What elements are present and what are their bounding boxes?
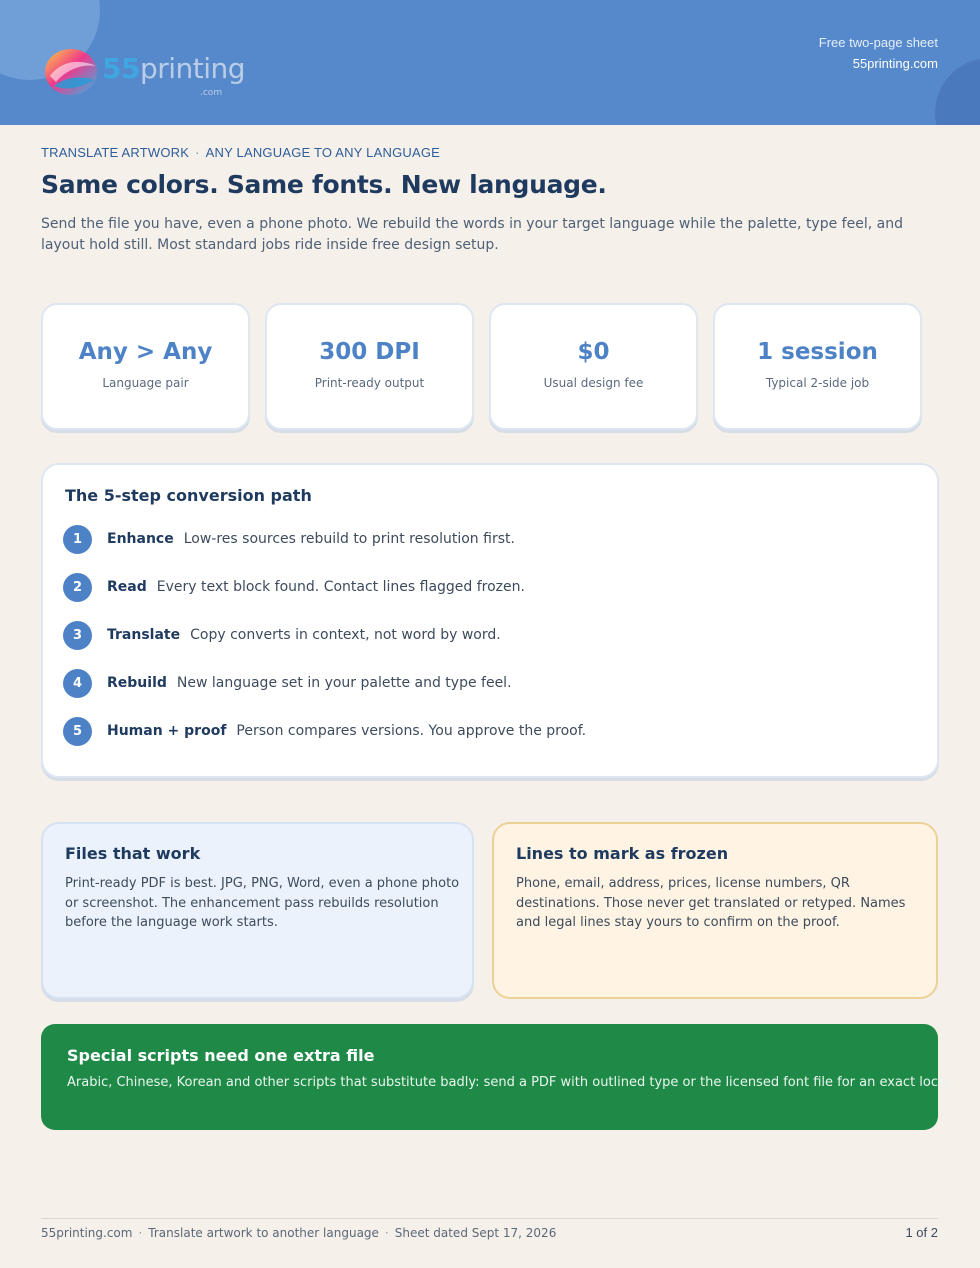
stat-caption: Language pair	[102, 376, 189, 390]
brand-logo[interactable]	[44, 44, 244, 104]
header-decor-circle	[935, 58, 980, 125]
page-number: 1 of 2	[905, 1225, 938, 1240]
step-item	[63, 669, 903, 699]
eyebrow-right: ANY LANGUAGE TO ANY LANGUAGE	[205, 145, 441, 160]
files-card-heading: Files that work	[65, 844, 201, 863]
stats-row	[41, 303, 923, 431]
intro-paragraph: Send the file you have, even a phone photo. We rebuild the words in your target language while the palette, type feel, and layout hold still. Most standard jobs ride inside free design setup.	[41, 216, 903, 253]
page-title: Same colors. Same fonts. New language.	[41, 170, 607, 199]
footer-topic: Translate artwork to another language	[148, 1226, 379, 1240]
step-item	[63, 525, 903, 555]
logo-domain: .com	[200, 88, 223, 98]
step-label: Read	[107, 579, 147, 595]
step-text: Low-res sources rebuild to print resolution first.	[183, 531, 515, 547]
eyebrow	[41, 145, 440, 160]
stat-card	[41, 303, 250, 430]
stat-value: $0	[577, 339, 610, 365]
steps-heading: The 5-step conversion path	[65, 486, 312, 505]
step-number-badge: 3	[63, 621, 92, 650]
stat-value: 1 session	[757, 339, 878, 365]
step-text: New language set in your palette and type feel.	[176, 675, 512, 691]
stat-caption: Usual design fee	[543, 376, 644, 390]
files-card-body: Print-ready PDF is best. JPG, PNG, Word, even a phone photo or screenshot. The enhancement pass rebuilds resolution before the language work starts.	[65, 876, 460, 930]
step-text: Person compares versions. You approve the proof.	[236, 723, 587, 739]
step-number-badge: 1	[63, 525, 92, 554]
step-number-badge: 2	[63, 573, 92, 602]
step-label: Translate	[107, 627, 181, 643]
stat-card	[489, 303, 698, 430]
eyebrow-left: TRANSLATE ARTWORK	[41, 145, 190, 160]
step-text: Copy converts in context, not word by word.	[190, 627, 501, 643]
footer-site[interactable]: 55printing.com	[41, 1226, 133, 1240]
page-header	[0, 0, 980, 125]
step-item	[63, 621, 903, 651]
stat-card	[713, 303, 922, 430]
footer	[41, 1226, 556, 1240]
header-tagline: Free two-page sheet	[818, 35, 938, 50]
logo-swirl-icon	[44, 46, 100, 98]
conversion-steps-panel	[41, 463, 939, 778]
step-label: Human + proof	[107, 723, 227, 739]
frozen-card-body: Phone, email, address, prices, license numbers, QR destinations. Those never get translated or retyped. Names and legal lines stay yours to confirm on the proof.	[516, 876, 906, 930]
frozen-lines-card	[492, 822, 938, 999]
step-item	[63, 717, 903, 747]
step-label: Enhance	[107, 531, 174, 547]
step-number-badge: 5	[63, 717, 92, 746]
special-scripts-banner	[41, 1024, 950, 1130]
banner-body: Arabic, Chinese, Korean and other scripts that substitute badly: send a PDF with outlined type or the licensed font file for an exact lock.	[67, 1075, 950, 1090]
footer-divider	[41, 1218, 938, 1219]
stat-caption: Print-ready output	[314, 376, 425, 390]
stat-caption: Typical 2-side job	[765, 376, 870, 390]
banner-heading: Special scripts need one extra file	[67, 1046, 375, 1065]
footer-date: Sheet dated Sept 17, 2026	[394, 1226, 557, 1240]
step-item	[63, 573, 903, 603]
header-site[interactable]: 55printing.com	[852, 56, 938, 71]
step-text: Every text block found. Contact lines flagged frozen.	[156, 579, 525, 595]
frozen-card-heading: Lines to mark as frozen	[516, 844, 729, 863]
stat-value: 300 DPI	[319, 339, 420, 365]
logo-wordmark: 55printing	[102, 52, 246, 85]
step-label: Rebuild	[107, 675, 167, 691]
header-info	[819, 32, 938, 74]
files-that-work-card	[41, 822, 474, 999]
eyebrow-separator: ·	[195, 145, 200, 160]
stat-card	[265, 303, 474, 430]
step-number-badge: 4	[63, 669, 92, 698]
stat-value: Any > Any	[78, 339, 213, 365]
footer-separator: ·	[138, 1226, 143, 1240]
footer-separator: ·	[384, 1226, 389, 1240]
